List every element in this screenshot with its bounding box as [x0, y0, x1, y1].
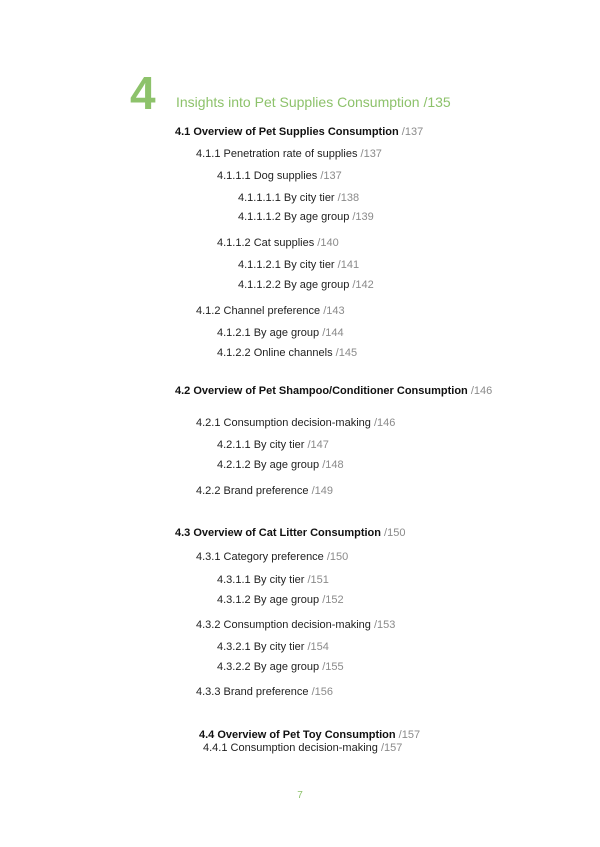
- toc-entry-4-1-1-2[interactable]: [217, 236, 339, 250]
- toc-entry-4-3-2-1[interactable]: [217, 640, 329, 654]
- toc-entry-4-1-1-1[interactable]: [217, 169, 342, 183]
- toc-label: 4.2.1.2 By age group: [217, 459, 320, 471]
- toc-page: /150: [384, 527, 406, 539]
- toc-entry-4-1[interactable]: [175, 125, 423, 139]
- toc-entry-4-2-2[interactable]: [196, 484, 333, 498]
- toc-page: /151: [307, 574, 329, 586]
- toc-label: 4.1.2.1 By age group: [217, 327, 320, 339]
- toc-entry-4-3-1-2[interactable]: [217, 593, 344, 607]
- toc-entry-4-3[interactable]: [175, 526, 405, 540]
- toc-entry-4-3-1[interactable]: [196, 550, 348, 564]
- toc-label: 4.1.1.2.2 By age group: [238, 279, 350, 291]
- toc-label: 4.2.1 Consumption decision-making: [196, 417, 371, 429]
- toc-entry-4-1-2-2[interactable]: [217, 346, 357, 360]
- toc-page: /155: [322, 661, 344, 673]
- toc-entry-4-1-1-2-2[interactable]: [238, 278, 374, 292]
- toc-page: /152: [322, 594, 344, 606]
- toc-page: /149: [311, 485, 334, 497]
- toc-label: 4.1.1.2 Cat supplies: [217, 237, 315, 249]
- toc-label: 4.3.1.1 By city tier: [217, 574, 305, 586]
- toc-label: 4.3.2.1 By city tier: [217, 641, 305, 653]
- toc-entry-4-3-2-2[interactable]: [217, 660, 344, 674]
- toc-label: 4.2.1.1 By city tier: [217, 439, 305, 451]
- toc-page: /154: [307, 641, 329, 653]
- toc-entry-4-2-1-1[interactable]: [217, 438, 329, 452]
- toc-label: 4.3 Overview of Cat Litter Consumption: [175, 527, 381, 539]
- toc-entry-4-4[interactable]: [199, 728, 420, 742]
- chapter-title: Insights into Pet Supplies Consumption /135: [176, 94, 451, 110]
- toc-entry-4-3-1-1[interactable]: [217, 573, 329, 587]
- toc-entry-4-1-1-1-2[interactable]: [238, 210, 374, 224]
- toc-page: /144: [322, 327, 344, 339]
- toc-label: 4.2.2 Brand preference: [196, 485, 309, 497]
- toc-entry-4-1-2-1[interactable]: [217, 326, 344, 340]
- toc-label: 4.1.2 Channel preference: [196, 305, 321, 317]
- toc-entry-4-4-1[interactable]: [203, 741, 402, 755]
- toc-page: /145: [335, 347, 358, 359]
- toc-entry-4-2-1-2[interactable]: [217, 458, 344, 472]
- toc-page: /141: [337, 259, 360, 271]
- toc-entry-4-3-3[interactable]: [196, 685, 333, 699]
- toc-label: 4.1.1.2.1 By city tier: [238, 259, 335, 271]
- page-number: 7: [297, 790, 303, 801]
- toc-page: /139: [352, 211, 374, 223]
- toc-entry-4-1-1-2-1[interactable]: [238, 258, 359, 272]
- chapter-number: 4: [130, 67, 156, 119]
- toc-page: /146: [470, 385, 493, 397]
- toc-page: /143: [323, 305, 345, 317]
- toc-page: /150: [326, 551, 349, 563]
- toc-page: /138: [337, 192, 360, 204]
- toc-page: /140: [317, 237, 339, 249]
- toc-label: 4.1.2.2 Online channels: [217, 347, 333, 359]
- toc-label: 4.2 Overview of Pet Shampoo/Conditioner Consumption: [175, 385, 468, 397]
- toc-label: 4.1.1.1.2 By age group: [238, 211, 350, 223]
- toc-entry-4-2[interactable]: [175, 384, 492, 398]
- toc-entry-4-3-2[interactable]: [196, 618, 395, 632]
- toc-label: 4.1.1.1 Dog supplies: [217, 170, 318, 182]
- toc-label: 4.3.2 Consumption decision-making: [196, 619, 371, 631]
- toc-page: /153: [373, 619, 396, 631]
- toc-label: 4.3.2.2 By age group: [217, 661, 320, 673]
- toc-entry-4-1-2[interactable]: [196, 304, 345, 318]
- toc-page: /157: [398, 729, 421, 741]
- toc-label: 4.3.1 Category preference: [196, 551, 324, 563]
- toc-label: 4.3.3 Brand preference: [196, 686, 309, 698]
- toc-page: /137: [320, 170, 342, 182]
- toc-page: /137: [360, 148, 382, 160]
- toc-page: /146: [373, 417, 396, 429]
- toc-page: /157: [380, 742, 403, 754]
- toc-label: 4.4.1 Consumption decision-making: [203, 742, 378, 754]
- toc-label: 4.1.1 Penetration rate of supplies: [196, 148, 358, 160]
- toc-label: 4.3.1.2 By age group: [217, 594, 320, 606]
- toc-label: 4.1.1.1.1 By city tier: [238, 192, 335, 204]
- toc-entry-4-1-1[interactable]: [196, 147, 382, 161]
- toc-page: /148: [322, 459, 344, 471]
- toc-label: 4.1 Overview of Pet Supplies Consumption: [175, 126, 399, 138]
- toc-entry-4-2-1[interactable]: [196, 416, 395, 430]
- toc-page: /156: [311, 686, 334, 698]
- toc-entry-4-1-1-1-1[interactable]: [238, 191, 359, 205]
- toc-label: 4.4 Overview of Pet Toy Consumption: [199, 729, 396, 741]
- toc-page: /147: [307, 439, 329, 451]
- toc-page: /137: [401, 126, 424, 138]
- toc-page: /142: [352, 279, 374, 291]
